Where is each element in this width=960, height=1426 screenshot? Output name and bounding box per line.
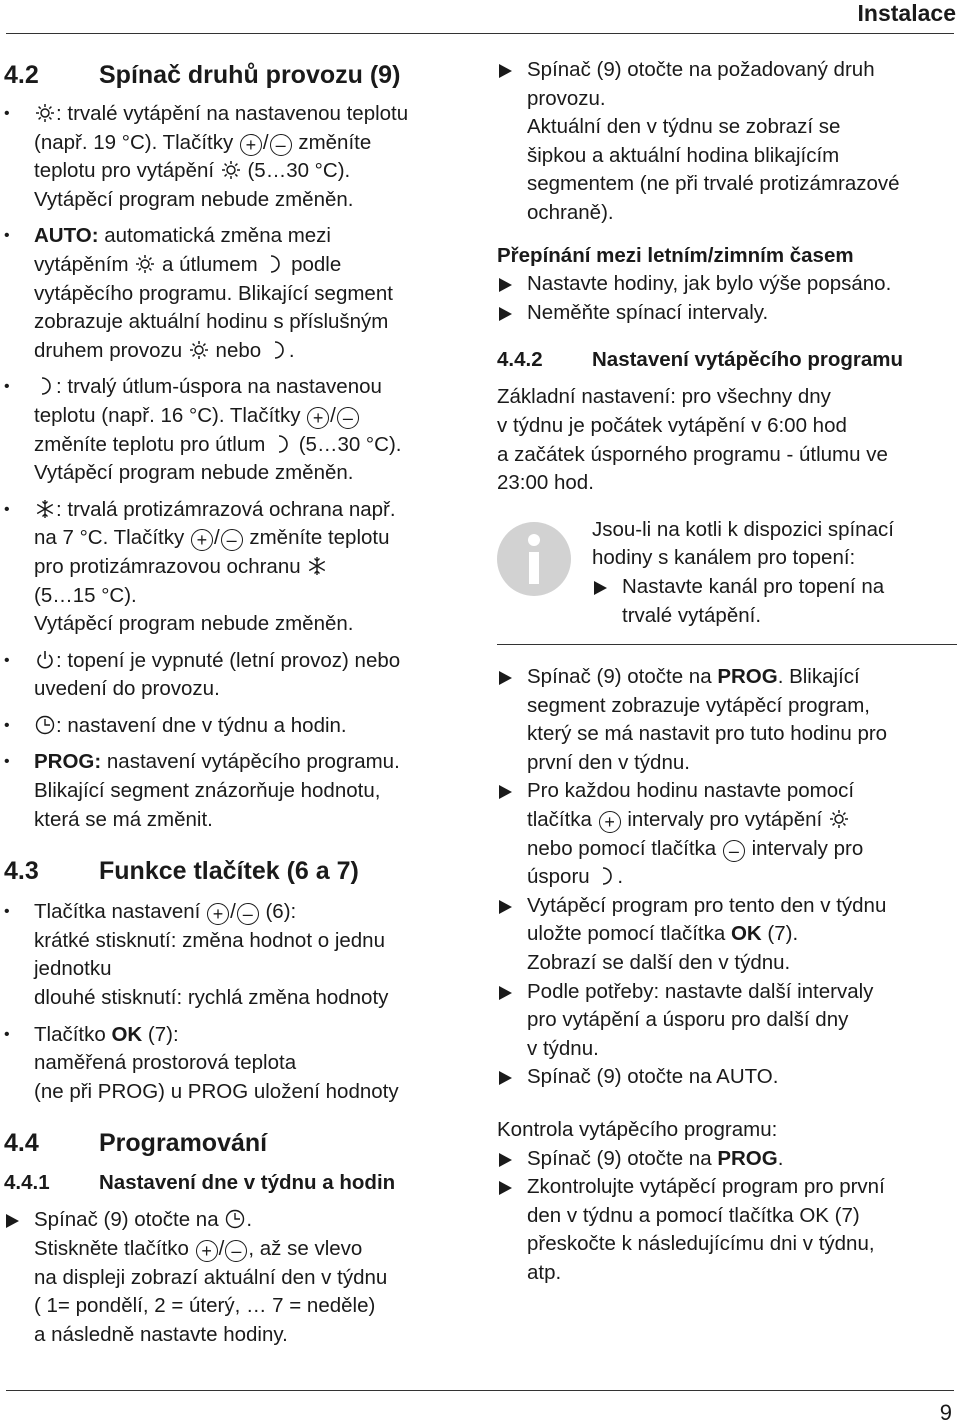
plus-key-icon: +	[207, 903, 229, 925]
power-icon	[35, 650, 55, 670]
step-save: Vytápěcí program pro tento den v týdnu uložte pomocí tlačítka OK (7). Zobrazí se další den v týdnu.	[497, 892, 957, 978]
left-column	[4, 56, 474, 1349]
sun-icon	[189, 340, 209, 360]
snowflake-icon	[307, 556, 327, 576]
section-heading-4-4-1: 4.4.1 Nastavení dne v týdnu a hodin	[4, 1171, 396, 1195]
sun-icon	[221, 160, 241, 180]
minus-key-icon: –	[221, 529, 243, 551]
minus-key-icon: –	[723, 840, 745, 862]
minus-key-icon: –	[237, 903, 259, 925]
step-set-day-time: Spínač (9) otočte na . Stiskněte tlačítko + / – , až se vlevo na displeji zobrazí aktuální den v týdnu ( 1= pondělí, 2 = úterý, … 7 = neděle) a následně nastavte hodiny.	[4, 1206, 474, 1349]
minus-key-icon: –	[225, 1240, 247, 1262]
step-more-intervals: Podle potřeby: nastavte další intervaly pro vytápění a úsporu pro další dny v týdnu.	[497, 978, 957, 1064]
section-heading-4-4-2: 4.4.2 Nastavení vytápěcího programu	[497, 348, 904, 372]
header-rule	[6, 33, 954, 34]
page-number: 9	[939, 1400, 952, 1425]
bullet-prog: • PROG: nastavení vytápěcího programu. Blikající segment znázorňuje hodnotu, která se má změnit.	[4, 748, 474, 834]
moon-icon	[268, 340, 288, 360]
basic-settings: Základní nastavení: pro všechny dny v týdnu je počátek vytápění v 6:00 hod a začátek úsporného programu - útlumu ve 23:00 hod.	[497, 385, 888, 495]
section-heading-4-3: 4.3 Funkce tlačítek (6 a 7)	[4, 857, 359, 886]
moon-icon	[596, 866, 616, 886]
step-prog: Spínač (9) otočte na PROG. Blikající segment zobrazuje vytápěcí program, který se má nastavit pro tuto hodinu pro první den v týdnu.	[497, 663, 957, 777]
info-icon	[497, 522, 571, 596]
moon-icon	[35, 376, 55, 396]
minus-key-icon: –	[270, 134, 292, 156]
clock-icon	[35, 715, 55, 735]
info-note: Jsou-li na kotli k dispozici spínací hodiny s kanálem pro topení: Nastavte kanál pro topení na trvalé vytápění.	[497, 516, 957, 630]
plus-key-icon: +	[307, 407, 329, 429]
sun-icon	[35, 103, 55, 123]
snowflake-icon	[35, 499, 55, 519]
bullet-setback: • : trvalý útlum-úspora na nastavenou teplotu (např. 16 °C). Tlačítky + / – změníte teplotu pro útlum (5…30 °C). Vytápěcí program nebude změněn.	[4, 373, 474, 487]
moon-icon	[264, 254, 284, 274]
plus-key-icon: +	[196, 1240, 218, 1262]
step-turn-switch: Spínač (9) otočte na požadovaný druh provozu. Aktuální den v týdnu se zobrazí se šipkou a aktuální hodina blikajícím segmentem (ne při trvalé protizámrazové ochraně).	[497, 56, 957, 228]
bullet-clock: • : nastavení dne v týdnu a hodin.	[4, 712, 474, 741]
check-program: Kontrola vytápěcího programu: Spínač (9) otočte na PROG. Zkontrolujte vytápěcí program pro první den v týdnu a pomocí tlačítka OK (7) přeskočte k následujícímu dni v týdnu, atp.	[497, 1116, 957, 1288]
bullet-heating: • : trvalé vytápění na nastavenou teplotu (např. 19 °C). Tlačítky + / – změníte teplotu pro vytápění (5…30 °C). Vytápěcí program nebude změněn.	[4, 100, 474, 214]
clock-icon	[225, 1209, 245, 1229]
section-heading-4-2: 4.2 Spínač druhů provozu (9)	[4, 61, 401, 89]
plus-key-icon: +	[191, 529, 213, 551]
plus-key-icon: +	[599, 811, 621, 833]
bullet-setting-keys: • Tlačítka nastavení + / – (6): krátké stisknutí: změna hodnot o jednu jednotku dlouhé stisknutí: rychlá změna hodnoty	[4, 898, 474, 1012]
bullet-auto: • AUTO: automatická změna mezi vytápěním a útlumem podle vytápěcího programu. Blikající segment zobrazuje aktuální hodinu s příslušným druhem provozu nebo .	[4, 222, 474, 365]
right-column	[497, 56, 957, 1288]
sun-icon	[829, 809, 849, 829]
minus-key-icon: –	[337, 407, 359, 429]
bullet-ok-key: • Tlačítko OK (7): naměřená prostorová teplota (ne při PROG) u PROG uložení hodnoty	[4, 1021, 474, 1107]
bullet-frost: • : trvalá protizámrazová ochrana např. na 7 °C. Tlačítky + / – změníte teplotu pro protizámrazovou ochranu (5…15 °C). Vytápěcí program nebude změněn.	[4, 496, 474, 639]
sun-icon	[135, 254, 155, 274]
dst-block: Přepínání mezi letním/zimním časem Nastavte hodiny, jak bylo výše popsáno. Neměňte spínací intervaly.	[497, 242, 957, 328]
moon-icon	[272, 434, 292, 454]
footer-rule	[6, 1390, 954, 1391]
step-auto: Spínač (9) otočte na AUTO.	[497, 1063, 957, 1092]
step-intervals: Pro každou hodinu nastavte pomocí tlačítka + intervaly pro vytápění nebo pomocí tlačítka – intervaly pro úsporu .	[497, 777, 957, 891]
plus-key-icon: +	[240, 134, 262, 156]
note-rule	[497, 644, 957, 645]
section-heading-4-4: 4.4 Programování	[4, 1129, 268, 1158]
running-header: Instalace	[857, 0, 956, 26]
bullet-off: • : topení je vypnuté (letní provoz) nebo uvedení do provozu.	[4, 647, 474, 704]
